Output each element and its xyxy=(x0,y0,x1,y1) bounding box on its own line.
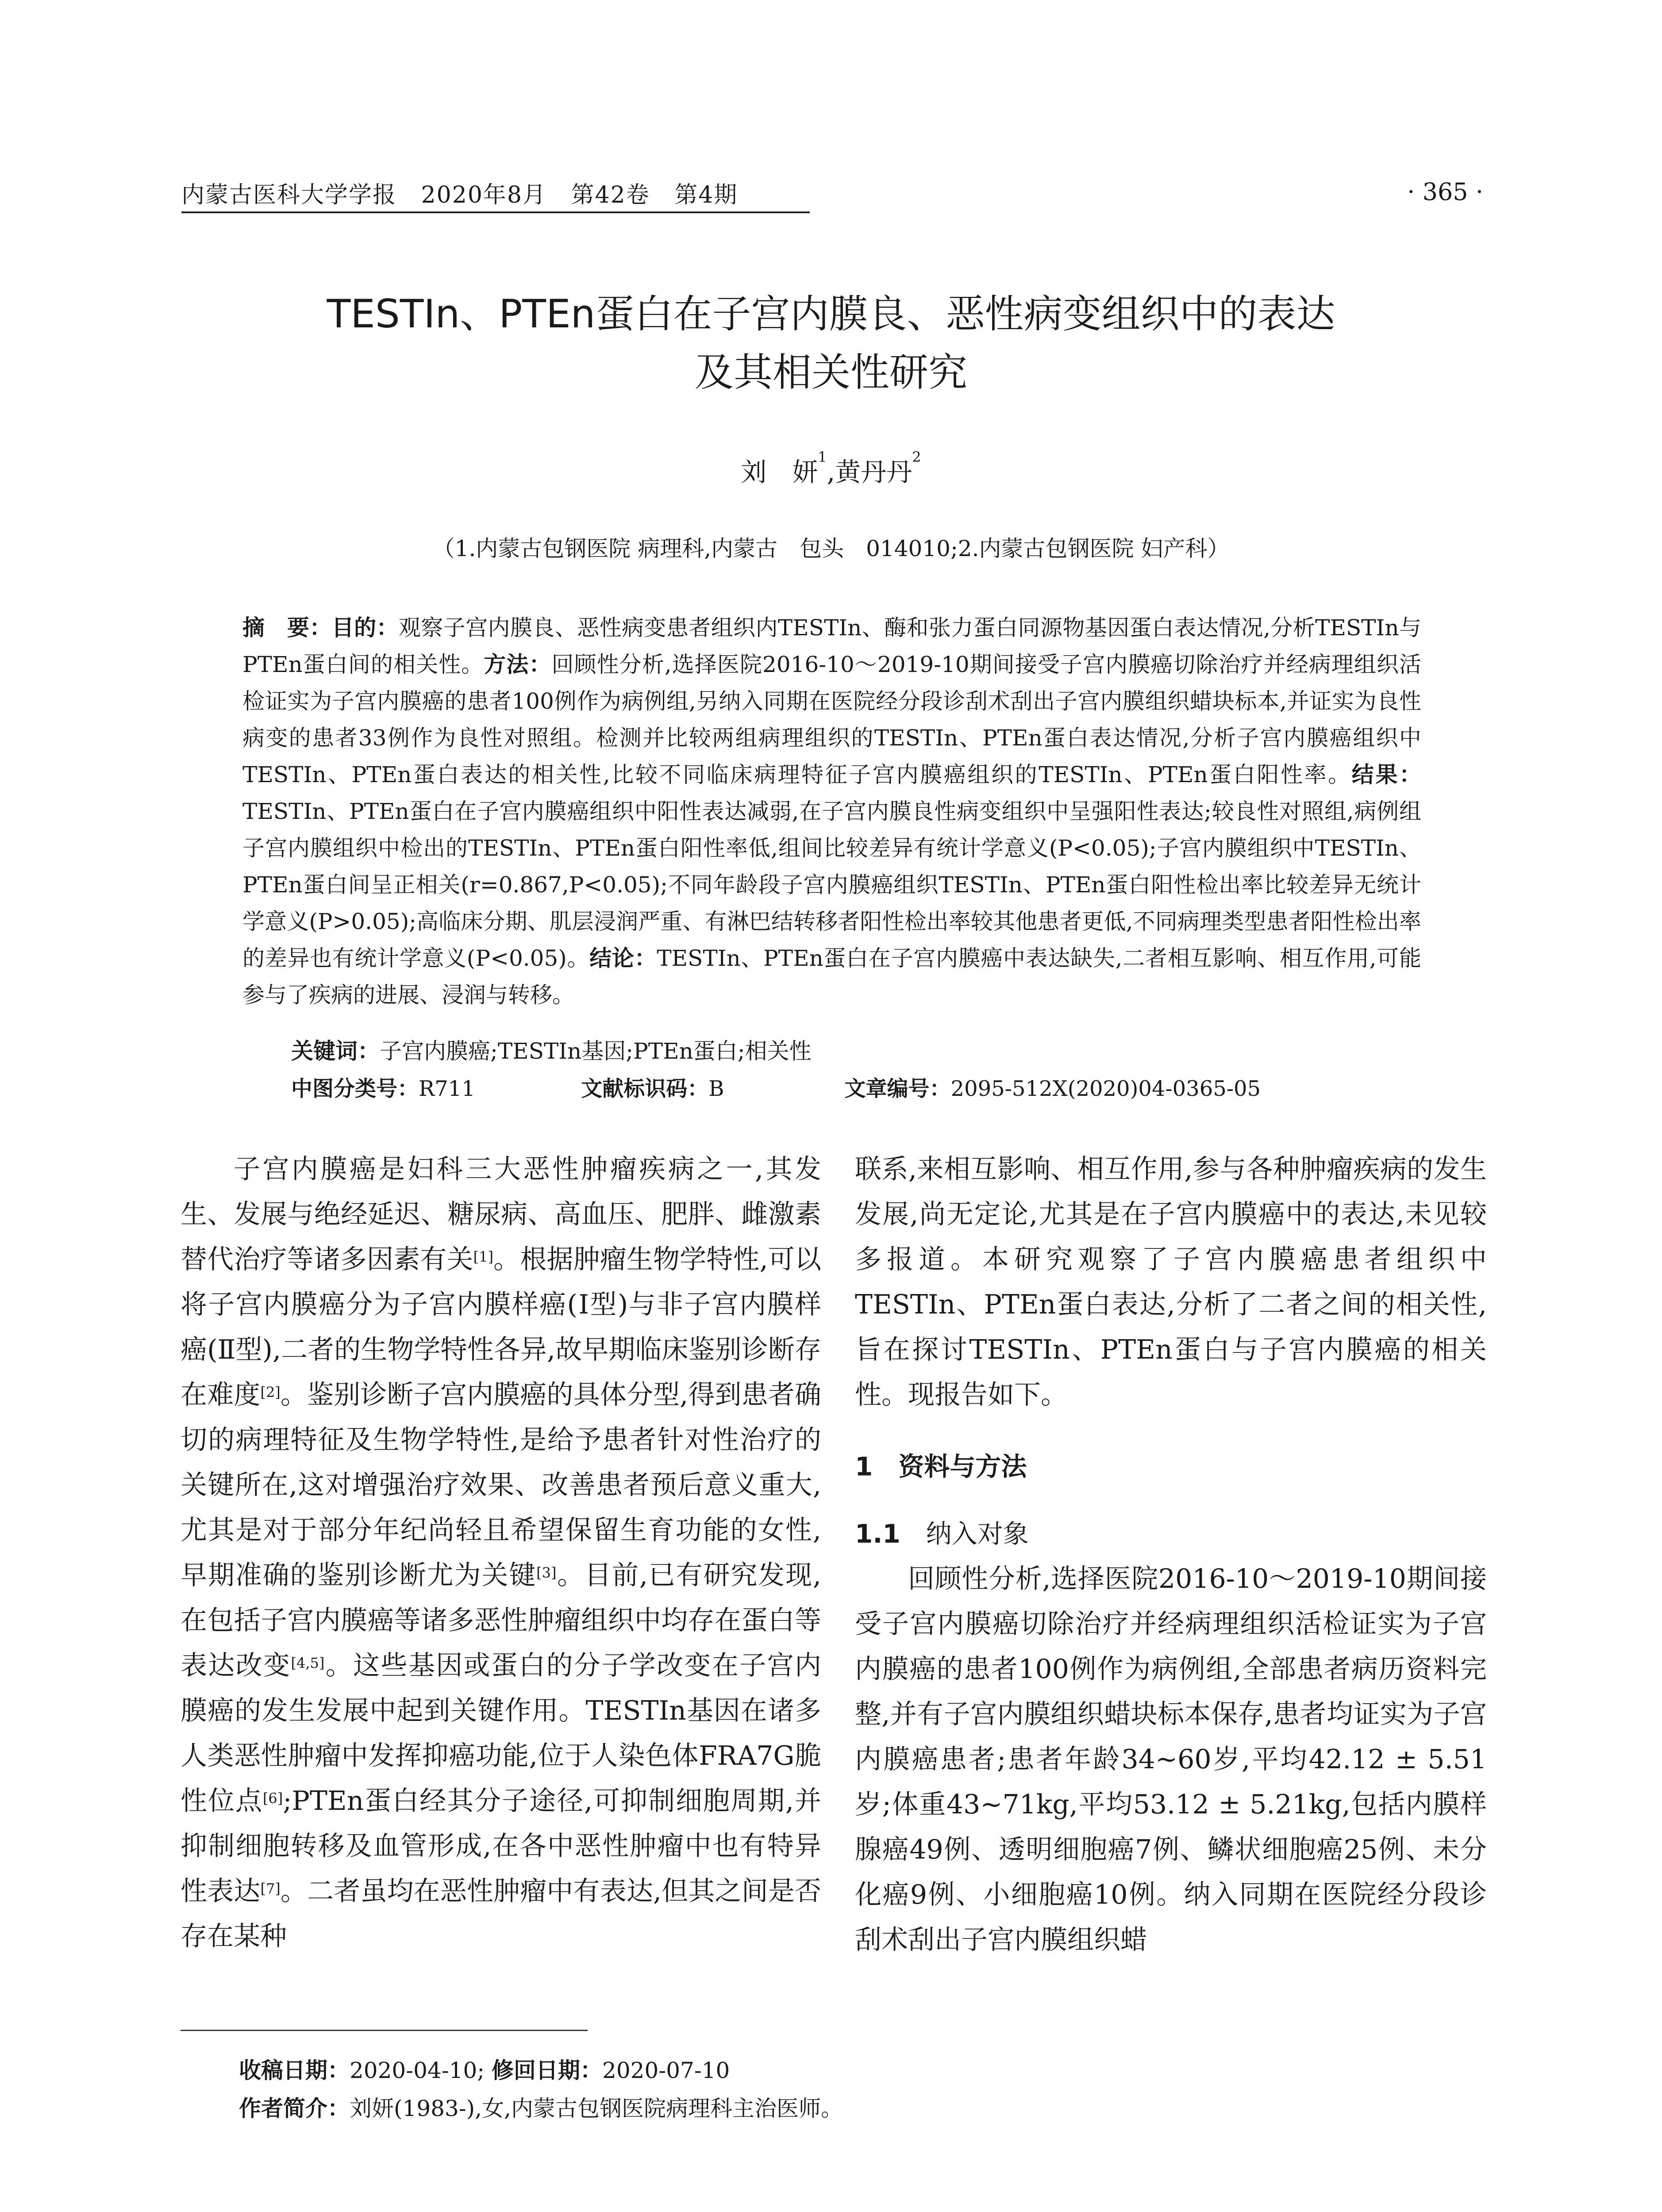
intro-text-3: 。鉴别诊断子宫内膜癌的具体分型,得到患者确切的病理特征及生物学特性,是给予患者针对性治疗的关键所在,这对增强治疗效果、改善患者预后意义重大,尤其是对于部分年纪尚轻且希望保留生育功能的女性,早期准确的鉴别诊断尤为关键 xyxy=(181,1379,821,1591)
article-value: 2095-512X(2020)04-0365-05 xyxy=(950,1076,1261,1101)
keywords-label: 关键词： xyxy=(291,1038,380,1064)
doc-value: B xyxy=(708,1076,724,1101)
revised-label: 修回日期： xyxy=(492,2058,603,2083)
clc-group xyxy=(291,1071,574,1102)
received-label: 收稿日期： xyxy=(239,2058,350,2083)
result-text: TESTIn、PTEn蛋白在子宫内膜癌组织中阳性表达减弱,在子宫内膜良性病变组织中呈强阳性表达;较良性对照组,病例组子宫内膜组织中检出的TESTIn、PTEn蛋白阳性率低,组间比较差异有统计学意义(P<0.05);子宫内膜组织中TESTIn、PTEn蛋白间呈正相关(r=0.867,P<0.05);不同年龄段子宫内膜癌组织TESTIn、PTEn蛋白阳性检出率比较差异无统计学意义(P>0.05);高临床分期、肌层浸润严重、有淋巴结转移者阳性检出率较其他患者更低,不同病理类型患者阳性检出率的差异也有统计学意义(P<0.05)。 xyxy=(242,799,1421,971)
journal-header: 内蒙古医科大学学报 2020年8月 第42卷 第4期 xyxy=(181,182,738,208)
citation: [3] xyxy=(536,1564,557,1581)
clc-value: R711 xyxy=(419,1076,475,1101)
author-bio-label: 作者简介： xyxy=(239,2096,350,2121)
result-label: 结果： xyxy=(1351,762,1421,787)
revised-date: 2020-07-10 xyxy=(602,2058,730,2083)
page-number: · 365 · xyxy=(1407,178,1483,206)
citation: [4,5] xyxy=(291,1655,325,1671)
classification-row xyxy=(291,1071,1442,1102)
author-1-affil: 1 xyxy=(818,449,827,465)
received-date: 2020-04-10; xyxy=(350,2058,485,2083)
intro-continuation: 联系,来相互影响、相互作用,参与各种肿瘤疾病的发生发展,尚无定论,尤其是在子宫内膜癌中的表达,未见较多报道。本研究观察了子宫内膜癌患者组织中TESTIn、PTEn蛋白表达,分析了二者之间的相关性,旨在探讨TESTIn、PTEn蛋白与子宫内膜癌的相关性。现报告如下。 xyxy=(855,1154,1487,1410)
footnote-dates xyxy=(239,2053,730,2085)
clc-label: 中图分类号： xyxy=(291,1076,419,1101)
citation: [1] xyxy=(473,1248,493,1265)
citation: [7] xyxy=(260,1880,281,1897)
author-2-affil: 2 xyxy=(912,449,921,465)
doc-label: 文献标识码： xyxy=(581,1076,709,1101)
intro-text-5: 。这些基因或蛋白的分子学改变在子宫内膜癌的发生发展中起到关键作用。TESTIn基因在诸多人类恶性肿瘤中发挥抑癌功能,位于人染色体FRA7G脆性位点 xyxy=(181,1650,822,1816)
subsection-heading xyxy=(855,1511,1487,1556)
methods-paragraph: 回顾性分析,选择医院2016-10～2019-10期间接受子宫内膜癌切除治疗并经病理组织活检证实为子宫内膜癌的患者100例作为病例组,全部患者病历资料完整,并有子宫内膜组织蜡块标本保存,患者均证实为子宫内膜癌患者;患者年龄34~60岁,平均42.12 ± 5.51岁;体重43~71kg,平均53.12 ± 5.21kg,包括内膜样腺癌49例、透明细胞癌7例、鳞状细胞癌25例、未分化癌9例、小细胞癌10例。纳入同期在医院经分段诊刮术刮出子宫内膜组织蜡 xyxy=(855,1563,1487,1955)
citation: [6] xyxy=(262,1790,283,1807)
abstract-label: 摘 要： xyxy=(242,615,332,641)
title-line-2: 及其相关性研究 xyxy=(694,349,967,395)
header-rule xyxy=(181,211,810,213)
subsection-title: 纳入对象 xyxy=(900,1519,1029,1549)
doc-group xyxy=(581,1071,838,1102)
footnote-author xyxy=(239,2091,843,2123)
section-heading: 1 资料与方法 xyxy=(855,1452,1027,1482)
subsection-number: 1.1 xyxy=(855,1519,900,1549)
method-label: 方法： xyxy=(484,652,552,677)
article-group xyxy=(845,1071,1261,1102)
author-bio: 刘妍(1983-),女,内蒙古包钢医院病理科主治医师。 xyxy=(350,2096,843,2121)
footnote-rule xyxy=(181,2030,588,2031)
intro-text-2: 。根据肿瘤生物学特性,可以将子宫内膜癌分为子宫内膜样癌(Ⅰ型)与非子宫内膜样癌(Ⅱ型),二者的生物学特性各异,故早期临床鉴别诊断存在难度 xyxy=(181,1244,822,1410)
intro-text-7: 。二者虽均在恶性肿瘤中有表达,但其之间是否存在某种 xyxy=(181,1876,821,1952)
purpose-text: 观察子宫内膜良、恶性病变患者组织内TESTIn、酶和张力蛋白同源物基因蛋白表达情况,分析TESTIn与PTEn蛋白间的相关性。 xyxy=(242,615,1422,677)
body-left-column xyxy=(181,1147,821,1959)
intro-text-1: 子宫内膜癌是妇科三大恶性肿瘤疾病之一,其发生、发展与绝经延迟、糖尿病、高血压、肥胖、雌激素替代治疗等诸多因素有关 xyxy=(181,1154,821,1275)
intro-text-4: 。目前,已有研究发现,在包括子宫内膜癌等诸多恶性肿瘤组织中均存在蛋白等表达改变 xyxy=(181,1560,822,1681)
abstract xyxy=(242,610,1421,1014)
conclusion-label: 结论： xyxy=(589,945,657,971)
intro-paragraph xyxy=(181,1147,821,1959)
title-line-1: TESTIn、PTEn蛋白在子宫内膜良、恶性病变组织中的表达 xyxy=(327,291,1335,337)
author-1: 刘 妍 xyxy=(741,457,818,487)
author-2: 黄丹丹 xyxy=(835,457,912,487)
article-label: 文章编号： xyxy=(844,1076,951,1101)
method-text: 回顾性分析,选择医院2016-10～2019-10期间接受子宫内膜癌切除治疗并经病理组织活检证实为子宫内膜癌的患者100例作为病例组,另纳入同期在医院经分段诊刮术刮出子宫内膜组织蜡块标本,并证实为良性病变的患者33例作为良性对照组。检测并比较两组病理组织的TESTIn、PTEn蛋白表达情况,分析子宫内膜癌组织中TESTIn、PTEn蛋白表达的相关性,比较不同临床病理特征子宫内膜癌组织的TESTIn、PTEn蛋白阳性率。 xyxy=(242,652,1421,787)
author-separator: , xyxy=(827,457,835,487)
conclusion-text: TESTIn、PTEn蛋白在子宫内膜癌中表达缺失,二者相互影响、相互作用,可能参与了疾病的进展、浸润与转移。 xyxy=(242,945,1422,1008)
intro-text-6: ;PTEn蛋白经其分子途径,可抑制细胞周期,并抑制细胞转移及血管形成,在各中恶性肿瘤中也有特异性表达 xyxy=(181,1786,822,1907)
citation: [2] xyxy=(260,1384,281,1401)
authors xyxy=(0,451,1662,488)
body-right-column xyxy=(855,1147,1487,1962)
affiliation: （1.内蒙古包钢医院 病理科,内蒙古 包头 014010;2.内蒙古包钢医院 妇产科） xyxy=(432,536,1230,561)
keywords-text: 子宫内膜癌;TESTIn基因;PTEn蛋白;相关性 xyxy=(380,1038,812,1064)
keywords xyxy=(291,1033,812,1065)
purpose-label: 目的： xyxy=(331,615,399,641)
